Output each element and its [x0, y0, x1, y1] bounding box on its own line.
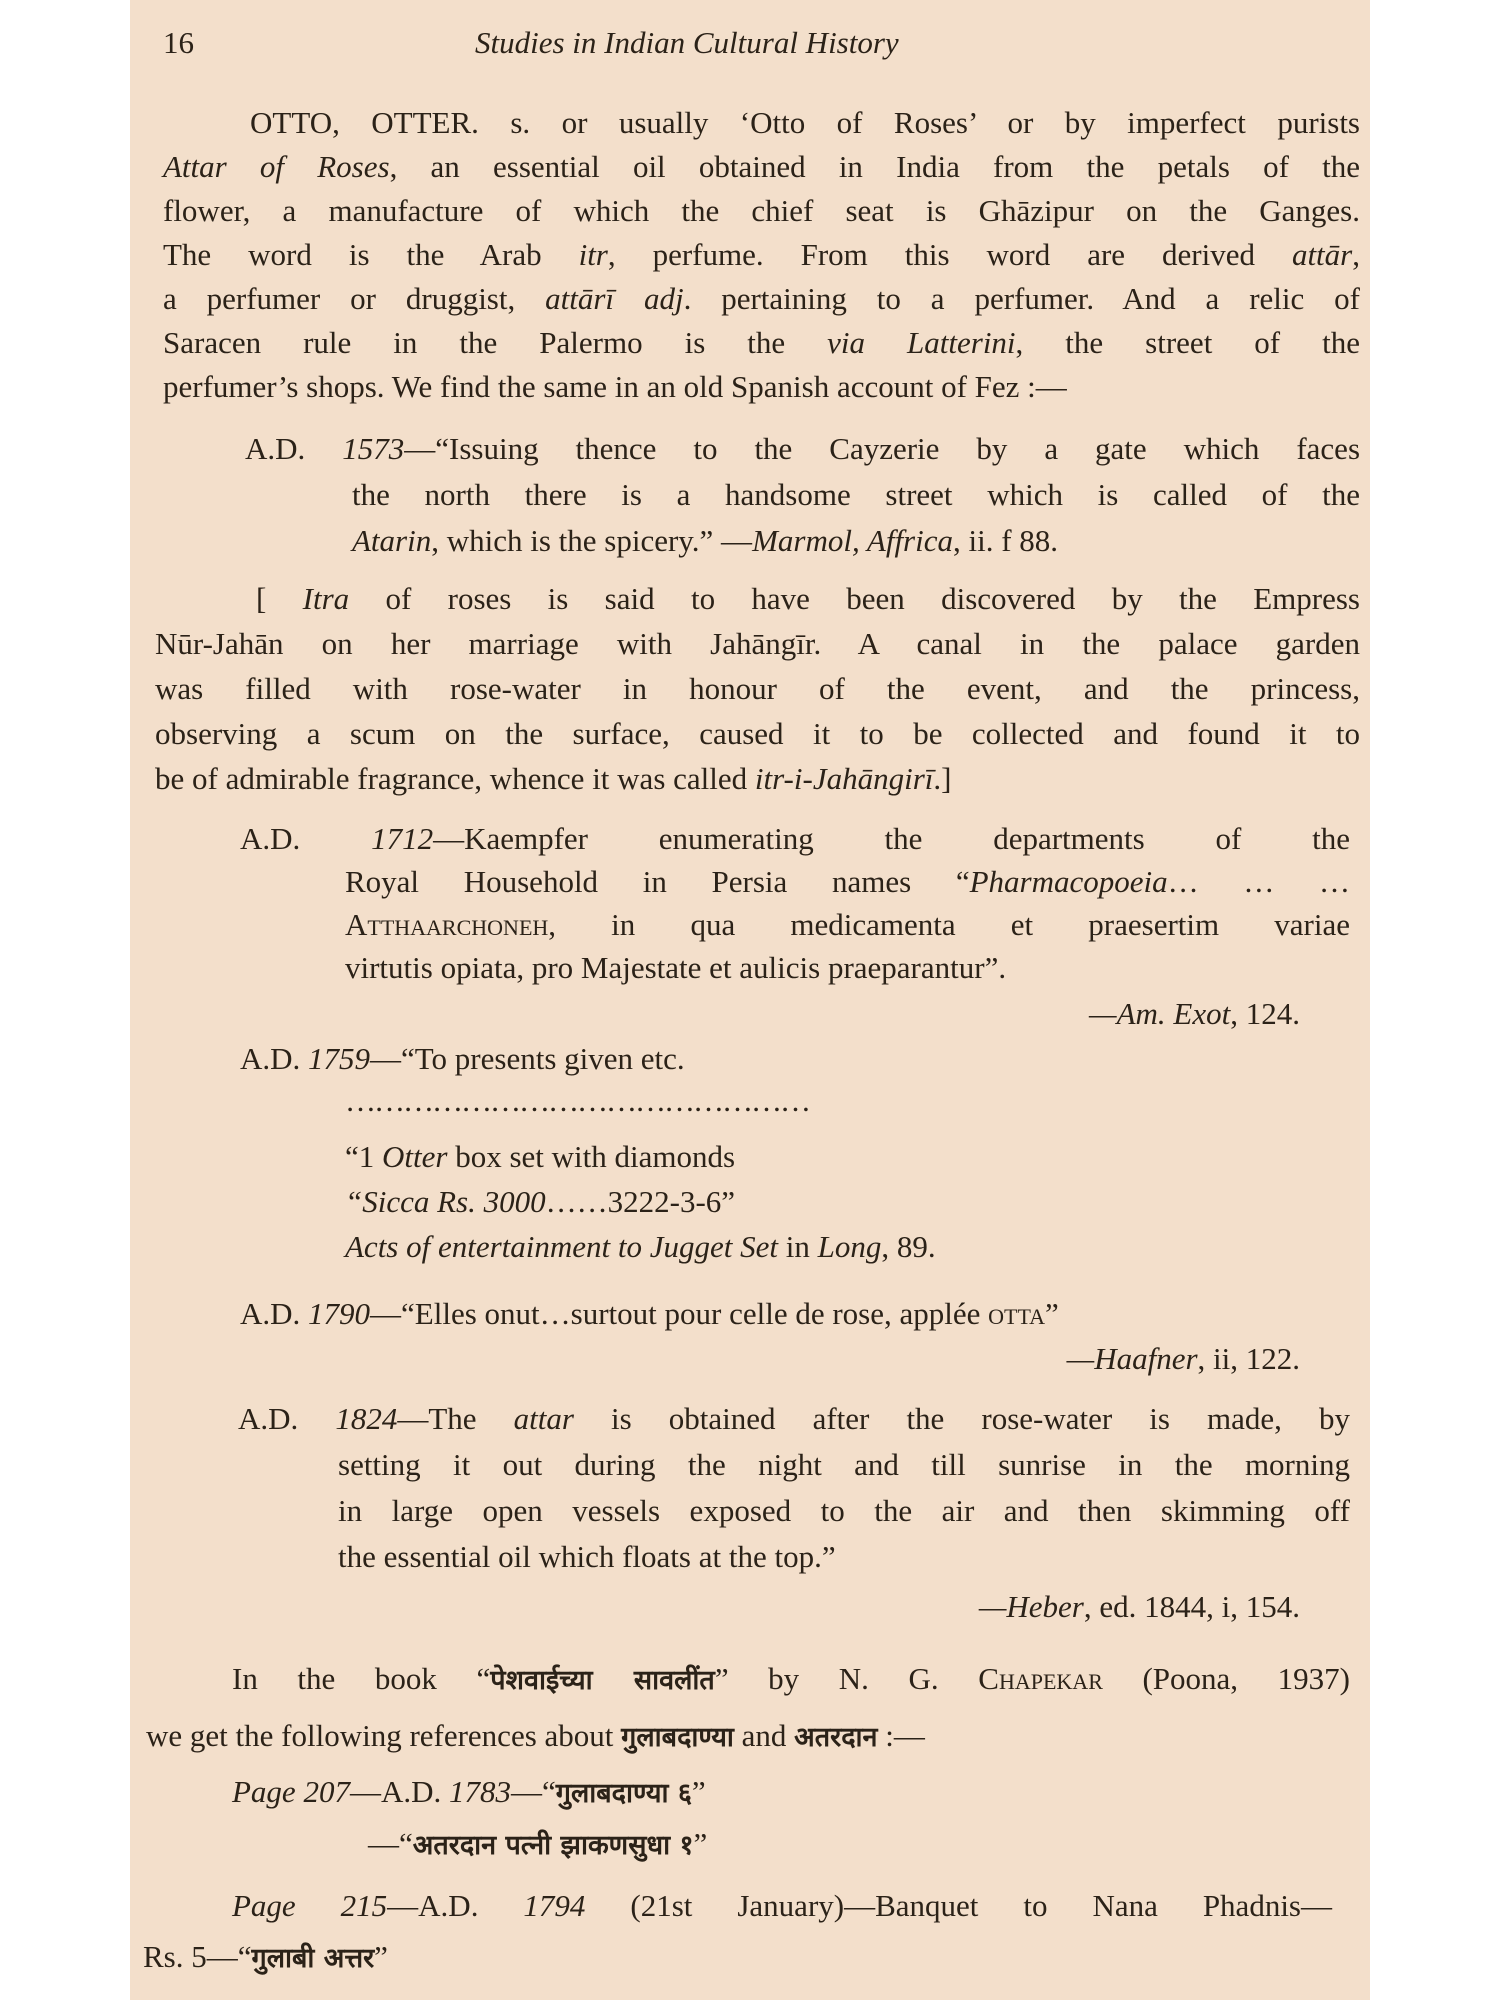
quote-1790-source: —Haafner, ii, 122.	[1066, 1341, 1300, 1376]
quote-1573-line-3: Atarin, which is the spicery.” —Marmol, Affrica, ii. f 88.	[352, 523, 1059, 558]
bracket-line-2: Nūr-Jahān on her marriage with Jahāngīr. A canal in the palace garden	[155, 626, 1360, 661]
headword: OTTO, OTTER.	[250, 105, 479, 140]
bracket-line-1: [ Itra of roses is said to have been discovered by the Empress	[256, 581, 1360, 616]
quote-1573-line-1: A.D. 1573—“Issuing thence to the Cayzerie by a gate which faces	[245, 431, 1361, 466]
quote-1712-line-1: A.D. 1712—Kaempfer enumerating the departments of the	[240, 821, 1350, 856]
entry-line-1: OTTO, OTTER. s. or usually ‘Otto of Roses’ or by imperfect purists	[250, 105, 1360, 140]
page-number: 16	[163, 25, 194, 60]
quote-1790-line-1: A.D. 1790—“Elles onut…surtout pour celle de rose, applée otta”	[240, 1296, 1059, 1331]
entry-line-4: The word is the Arab itr, perfume. From this word are derived attār,	[163, 237, 1360, 272]
quote-1712-source: —Am. Exot, 124.	[1089, 996, 1300, 1031]
chapekar-line-2: we get the following references about गुलाबदाण्या and अतरदान :—	[146, 1718, 925, 1753]
quote-1573-line-2: the north there is a handsome street which is called of the	[352, 477, 1360, 512]
entry-line-3: flower, a manufacture of which the chief seat is Ghāzipur on the Ganges.	[163, 193, 1360, 228]
chapekar-page-207: Page 207—A.D. 1783—“गुलाबदाण्या ६”	[232, 1774, 706, 1809]
quote-1824-source: —Heber, ed. 1844, i, 154.	[978, 1589, 1300, 1624]
quote-1759-line-1: A.D. 1759—“To presents given etc.	[240, 1041, 685, 1076]
entry-line-7: perfumer’s shops. We find the same in an old Spanish account of Fez :—	[163, 369, 1067, 404]
bracket-line-4: observing a scum on the surface, caused it to be collected and found it to	[155, 716, 1360, 751]
quote-1824-line-4: the essential oil which floats at the top.”	[338, 1539, 836, 1574]
quote-1712-line-2: Royal Household in Persia names “Pharmacopoeia… … …	[345, 864, 1351, 899]
quote-1824-line-2: setting it out during the night and till sunrise in the morning	[338, 1447, 1350, 1482]
entry-line-5: a perfumer or druggist, attārī adj. pertaining to a perfumer. And a relic of	[163, 281, 1361, 316]
running-title: Studies in Indian Cultural History	[475, 25, 899, 60]
quote-1712-line-4: virtutis opiata, pro Majestate et aulicis praeparantur”.	[345, 950, 1007, 985]
entry-line-6: Saracen rule in the Palermo is the via Latterini, the street of the	[163, 325, 1361, 360]
quote-1759-line-4: “Sicca Rs. 3000……3222-3-6”	[345, 1184, 736, 1219]
quote-1824-line-3: in large open vessels exposed to the air and then skimming off	[338, 1493, 1350, 1528]
quote-1759-dots: …………………………………………	[345, 1083, 809, 1118]
quote-1824-line-1: A.D. 1824—The attar is obtained after the rose-water is made, by	[238, 1401, 1350, 1436]
chapekar-page-215: Page 215—A.D. 1794 (21st January)—Banquet to Nana Phadnis—	[232, 1888, 1332, 1923]
quote-1759-line-5: Acts of entertainment to Jugget Set in Long, 89.	[345, 1229, 936, 1264]
bracket-line-3: was filled with rose-water in honour of the event, and the princess,	[155, 671, 1360, 706]
bracket-line-5: be of admirable fragrance, whence it was called itr-i-Jahāngirī.]	[155, 761, 952, 796]
entry-line-2: Attar of Roses, an essential oil obtained in India from the petals of the	[163, 149, 1360, 184]
quote-1759-line-3: “1 Otter box set with diamonds	[345, 1139, 736, 1174]
quote-1712-line-3: Atthaarchoneh, in qua medicamenta et praesertim variae	[345, 907, 1350, 942]
chapekar-page-207-second: —“अतरदान पत्नी झाकणसुधा १”	[368, 1826, 708, 1861]
chapekar-rs-line: Rs. 5—“गुलाबी अत्तर”	[143, 1939, 388, 1974]
chapekar-line-1: In the book “पेशवाईच्या सावलींत” by N. G. Chapekar (Poona, 1937)	[232, 1661, 1350, 1696]
